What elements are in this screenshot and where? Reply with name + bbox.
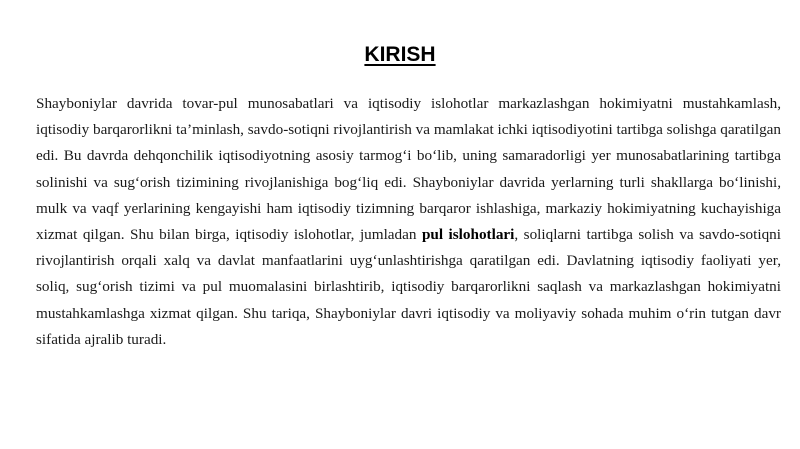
paragraph-text-part-1: Shayboniylar davrida tovar-pul munosabatlari va iqtisodiy islohotlar markazlashgan hokimiyatni mustahkamlash, iqtisodiy barqarorlikni ta’minlash, savdo-sotiqni rivojlantirish va mamlakat ichki iqtisodiyotini tartibga solishga qaratilgan edi. Bu davrda dehqonchilik iqtisodiyotning asosiy tarmog‘i bo‘lib, uning samaradorligi yer munosabatlarining tartibga solinishi va sug‘orish tizimining rivojlanishiga bog‘liq edi. Shayboniylar davrida yerlarning turli shakllarga bo‘linishi, mulk va vaqf yerlarining kengayishi ham iqtisodiy tizimning barqaror ishlashiga, markaziy hokimiyatning kuchayishiga xizmat qilgan. Shu bilan birga, iqtisodiy islohotlar, jumladan	[36, 95, 781, 244]
paragraph-text-part-2: , soliqlarni tartibga solish va savdo-sotiqni rivojlantirish orqali xalq va davlat manfaatlarini uyg‘unlashtirishga qaratilgan edi. Davlatning iqtisodiy faoliyati yer, soliq, sug‘orish tizimi va pul muomalasini birlashtirib, iqtisodiy barqarorlikni saqlash va markazlashgan hokimiyatni mustahkamlashga xizmat qilgan. Shu tariqa, Shayboniylar davri iqtisodiy va moliyaviy sohada muhim o‘rin tutgan davr sifatida ajralib turadi.	[36, 226, 781, 348]
bold-term: pul islohotlari	[421, 226, 515, 244]
page-title: KIRISH	[364, 43, 436, 66]
body-paragraph	[36, 91, 781, 353]
